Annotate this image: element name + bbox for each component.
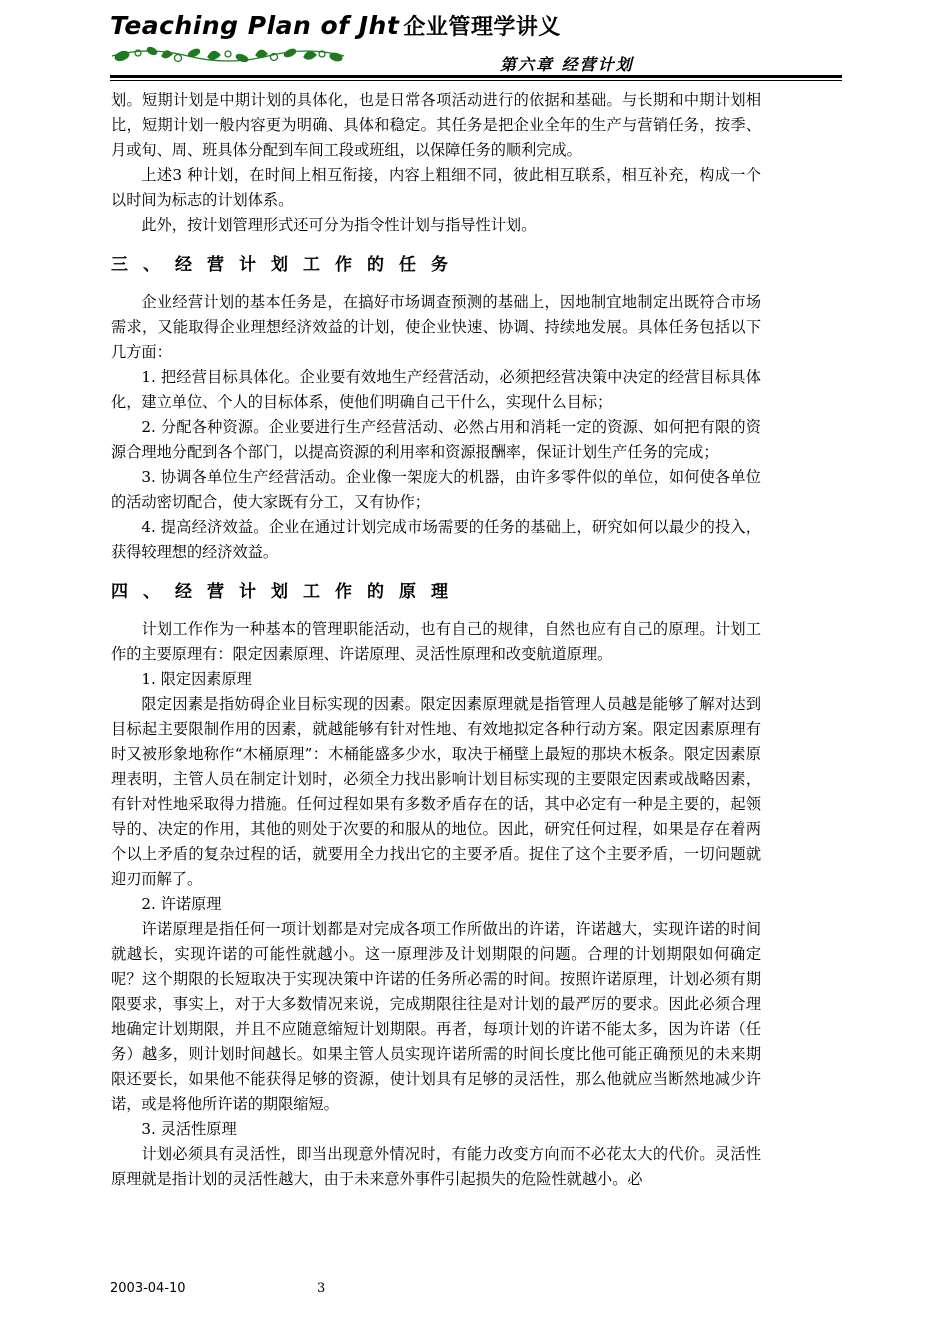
- section-heading: 四、经营计划工作的原理: [111, 582, 463, 602]
- paragraph: 计划必须具有灵活性，即当出现意外情况时，有能力改变方向而不必花太大的代价。灵活性原理就是指计划的灵活性越大，由于未来意外事件引起损失的危险性就越小。必: [111, 1145, 761, 1188]
- document-body: [111, 88, 761, 1192]
- paragraph: 划。短期计划是中期计划的具体化，也是日常各项活动进行的依据和基础。与长期和中期计划相比，短期计划一般内容更为明确、具体和稳定。其任务是把企业全年的生产与营销任务，按季、月或旬、周、班具体分配到车间工段或班组，以保障任务的顺利完成。: [111, 91, 761, 159]
- list-item: 4. 提高经济效益。企业在通过计划完成市场需要的任务的基础上，研究如何以最少的投入，获得较理想的经济效益。: [111, 518, 761, 561]
- paragraph: 许诺原理是指任何一项计划都是对完成各项工作所做出的许诺，许诺越大，实现许诺的时间就越长，实现许诺的可能性就越小。这一原理涉及计划期限的问题。合理的计划期限如何确定呢？这个期限的长短取决于实现决策中许诺的任务所必需的时间。按照许诺原理，计划必须有期限要求，事实上，对于大多数情况来说，完成期限往往是对计划的最严厉的要求。因此必须合理地确定计划期限，并且不应随意缩短计划期限。再者，每项计划的许诺不能太多，因为许诺（任务）越多，则计划时间越长。如果主管人员实现许诺所需的时间长度比他可能正确预见的未来期限还要长，如果他不能获得足够的资源，使计划具有足够的灵活性，那么他就应当断然地减少许诺，或是将他所许诺的期限缩短。: [111, 920, 761, 1113]
- paragraph: 此外，按计划管理形式还可分为指令性计划与指导性计划。: [141, 216, 537, 234]
- header-divider: [110, 75, 842, 78]
- floral-vine-ornament-icon: [108, 42, 348, 68]
- paragraph: 计划工作作为一种基本的管理职能活动，也有自己的规律，自然也应有自己的原理。计划工作的主要原理有：限定因素原理、许诺原理、灵活性原理和改变航道原理。: [111, 620, 761, 663]
- page-number: 3: [317, 1281, 326, 1296]
- document-title: [110, 10, 561, 41]
- chapter-heading: 第六章 经营计划: [500, 55, 634, 74]
- subsection-heading: 3. 灵活性原理: [141, 1120, 237, 1138]
- list-item: 3. 协调各单位生产经营活动。企业像一架庞大的机器，由许多零件似的单位，如何使各单位的活动密切配合，使大家既有分工，又有协作；: [111, 468, 761, 511]
- paragraph: 限定因素是指妨碍企业目标实现的因素。限定因素原理就是指管理人员越是能够了解对达到目标起主要限制作用的因素，就越能够有针对性地、有效地拟定各种行动方案。限定因素原理有时又被形象地称作“木桶原理”：木桶能盛多少水，取决于桶壁上最短的那块木板条。限定因素原理表明，主管人员在制定计划时，必须全力找出影响计划目标实现的主要限定因素或战略因素，有针对性地采取得力措施。任何过程如果有多数矛盾存在的话，其中必定有一种是主要的，起领导的、决定的作用，其他的则处于次要的和服从的地位。因此，研究任何过程，如果是存在着两个以上矛盾的复杂过程的话，就要用全力找出它的主要矛盾。捉住了这个主要矛盾，一切问题就迎刃而解了。: [111, 695, 761, 888]
- title-chinese: 企业管理学讲义: [403, 15, 561, 40]
- paragraph: 企业经营计划的基本任务是，在搞好市场调查预测的基础上，因地制宜地制定出既符合市场需求，又能取得企业理想经济效益的计划，使企业快速、协调、持续地发展。具体任务包括以下几方面：: [111, 293, 761, 361]
- title-latin: Teaching Plan of Jht: [110, 11, 400, 40]
- header-divider-thin: [110, 80, 842, 81]
- section-heading: 三、经营计划工作的任务: [111, 255, 463, 275]
- list-item: 1. 把经营目标具体化。企业要有效地生产经营活动，必须把经营决策中决定的经营目标具体化，建立单位、个人的目标体系，使他们明确自己干什么，实现什么目标；: [111, 368, 761, 411]
- subsection-heading: 1. 限定因素原理: [141, 670, 252, 688]
- paragraph: 上述3 种计划，在时间上相互衔接，内容上粗细不同，彼此相互联系，相互补充，构成一个以时间为标志的计划体系。: [111, 166, 761, 209]
- footer-date: 2003-04-10: [110, 1281, 186, 1296]
- subsection-heading: 2. 许诺原理: [141, 895, 222, 913]
- list-item: 2. 分配各种资源。企业要进行生产经营活动、必然占用和消耗一定的资源、如何把有限的资源合理地分配到各个部门，以提高资源的利用率和资源报酬率，保证计划生产任务的完成；: [111, 418, 761, 461]
